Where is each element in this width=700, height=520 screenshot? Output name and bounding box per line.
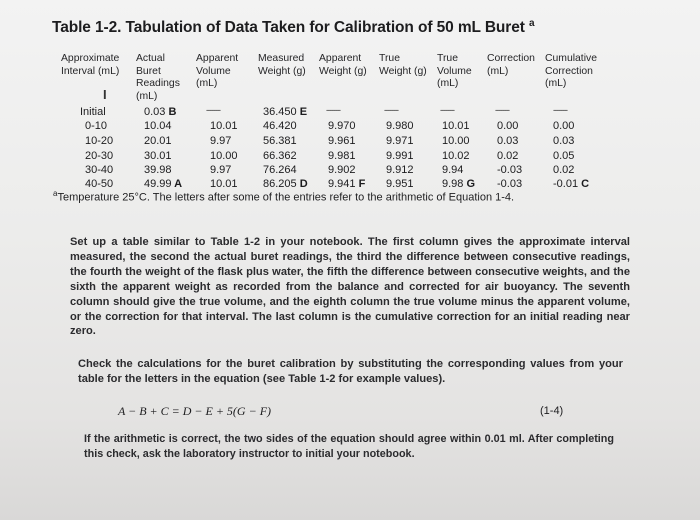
cell-true-weight: 9.980	[386, 120, 414, 132]
cell-cumulative-correction: 0.03	[553, 135, 575, 147]
footnote-text: Temperature 25°C. The letters after some of the entries refer to the arithmetic of Equation 1-4.	[57, 191, 515, 204]
empty-cell-dashes: -------	[440, 105, 454, 115]
header-true-volume: True Volume (mL)	[437, 53, 472, 89]
header-approx-interval: Approximate Interval (mL)	[61, 53, 120, 77]
cell-cumulative-correction: 0.05	[553, 150, 575, 162]
cell-apparent-weight: 9.902	[328, 164, 356, 176]
instructions-paragraph: Set up a table similar to Table 1-2 in your notebook. The first column gives the approximate interval measured, the second the actual buret readings, the third the difference between consecutive readings, the fourth the weight of the flask plus water, the fifth the difference between consecutive weights, and the sixth the apparent weight as recorded from the balance and corrected for air buoyancy. The seventh column should give the true volume, and the eighth column the true volume minus the apparent volume, or the correction for that interval. The last column is the cumulative correction for an initial reading near zero.	[70, 236, 630, 338]
equation-letter-tag: F	[355, 178, 366, 190]
cell-interval: Initial	[80, 106, 106, 118]
header-buret-readings: Actual Buret Readings (mL)	[136, 53, 180, 102]
header-apparent-weight: Apparent Weight (g)	[319, 53, 367, 77]
cell-interval: 30-40	[85, 164, 114, 176]
equation-letter-tag: G	[463, 178, 476, 190]
cell-buret-reading: 20.01	[144, 135, 172, 147]
cell-true-volume: 9.94	[442, 164, 464, 176]
cell-measured-weight: 46.420	[263, 120, 297, 132]
equation-letter-tag: B	[165, 106, 177, 118]
equation-number: (1-4)	[540, 405, 564, 417]
equation-1-4: A − B + C = D − E + 5(G − F)	[118, 404, 272, 418]
footnote-mark: a	[53, 189, 58, 198]
cell-cumulative-correction: 0.02	[553, 164, 575, 176]
cell-buret-reading: 49.99 A	[144, 178, 183, 190]
cell-apparent-volume: 10.00	[210, 150, 238, 162]
header-measured-weight: Measured Weight (g)	[258, 53, 306, 77]
cell-apparent-volume: 10.01	[210, 120, 238, 132]
empty-cell-dashes: -------	[384, 105, 398, 115]
empty-cell-dashes: -------	[553, 105, 567, 115]
cell-apparent-volume: 10.01	[210, 178, 238, 190]
cell-cumulative-correction: -0.01 C	[553, 178, 590, 190]
cell-true-weight: 9.912	[386, 164, 414, 176]
table-title	[52, 18, 535, 37]
table-title-footnote-mark: a	[529, 18, 535, 29]
empty-cell-dashes: -------	[326, 105, 340, 115]
cell-correction: -0.03	[497, 164, 523, 176]
cell-true-weight: 9.951	[386, 178, 414, 190]
cell-measured-weight: 56.381	[263, 135, 297, 147]
cell-true-volume: 10.02	[442, 150, 470, 162]
cell-interval: 20-30	[85, 150, 114, 162]
empty-cell-dashes: -------	[495, 105, 509, 115]
table-footnote	[53, 189, 514, 204]
cell-measured-weight: 36.450 E	[263, 106, 308, 118]
cell-apparent-volume: 9.97	[210, 135, 232, 147]
cell-interval: 10-20	[85, 135, 114, 147]
header-correction: Correction (mL)	[487, 53, 535, 77]
cell-correction: -0.03	[497, 178, 523, 190]
cell-true-volume: 10.01	[442, 120, 470, 132]
cell-true-volume: 9.98 G	[442, 178, 476, 190]
cell-buret-reading: 0.03 B	[144, 106, 177, 118]
cell-apparent-weight: 9.981	[328, 150, 356, 162]
table-title-text: Table 1-2. Tabulation of Data Taken for Calibration of 50 mL Buret	[52, 19, 525, 37]
cell-true-weight: 9.991	[386, 150, 414, 162]
cell-correction: 0.02	[497, 150, 519, 162]
equation-letter-tag: D	[296, 178, 308, 190]
cell-interval: 0-10	[85, 120, 108, 132]
cell-buret-reading: 39.98	[144, 164, 172, 176]
cell-apparent-weight: 9.970	[328, 120, 356, 132]
check-paragraph: Check the calculations for the buret calibration by substituting the corresponding values from your table for the letters in the equation (see Table 1-2 for example values).	[78, 358, 623, 385]
cell-apparent-weight: 9.961	[328, 135, 356, 147]
cell-apparent-volume: 9.97	[210, 164, 232, 176]
equation-letter-tag: A	[171, 178, 183, 190]
cell-measured-weight: 86.205 D	[263, 178, 308, 190]
cell-correction: 0.00	[497, 120, 519, 132]
cell-buret-reading: 30.01	[144, 150, 172, 162]
cell-measured-weight: 76.264	[263, 164, 297, 176]
cell-true-weight: 9.971	[386, 135, 414, 147]
equation-letter-tag: E	[296, 106, 308, 118]
text-cursor-mark: I	[103, 87, 107, 102]
cell-measured-weight: 66.362	[263, 150, 297, 162]
equation-letter-tag: C	[578, 178, 590, 190]
header-true-weight: True Weight (g)	[379, 53, 427, 77]
cell-apparent-weight: 9.941 F	[328, 178, 366, 190]
cell-true-volume: 10.00	[442, 135, 470, 147]
header-cumulative-correction: Cumulative Correction (mL)	[545, 53, 597, 89]
verification-paragraph: If the arithmetic is correct, the two sides of the equation should agree within 0.01 ml. After completing this check, ask the laboratory instructor to initial your notebook.	[84, 433, 614, 460]
cell-correction: 0.03	[497, 135, 519, 147]
cell-buret-reading: 10.04	[144, 120, 172, 132]
cell-cumulative-correction: 0.00	[553, 120, 575, 132]
empty-cell-dashes: -------	[206, 105, 220, 115]
header-apparent-volume: Apparent Volume (mL)	[196, 53, 239, 89]
cell-interval: 40-50	[85, 178, 114, 190]
